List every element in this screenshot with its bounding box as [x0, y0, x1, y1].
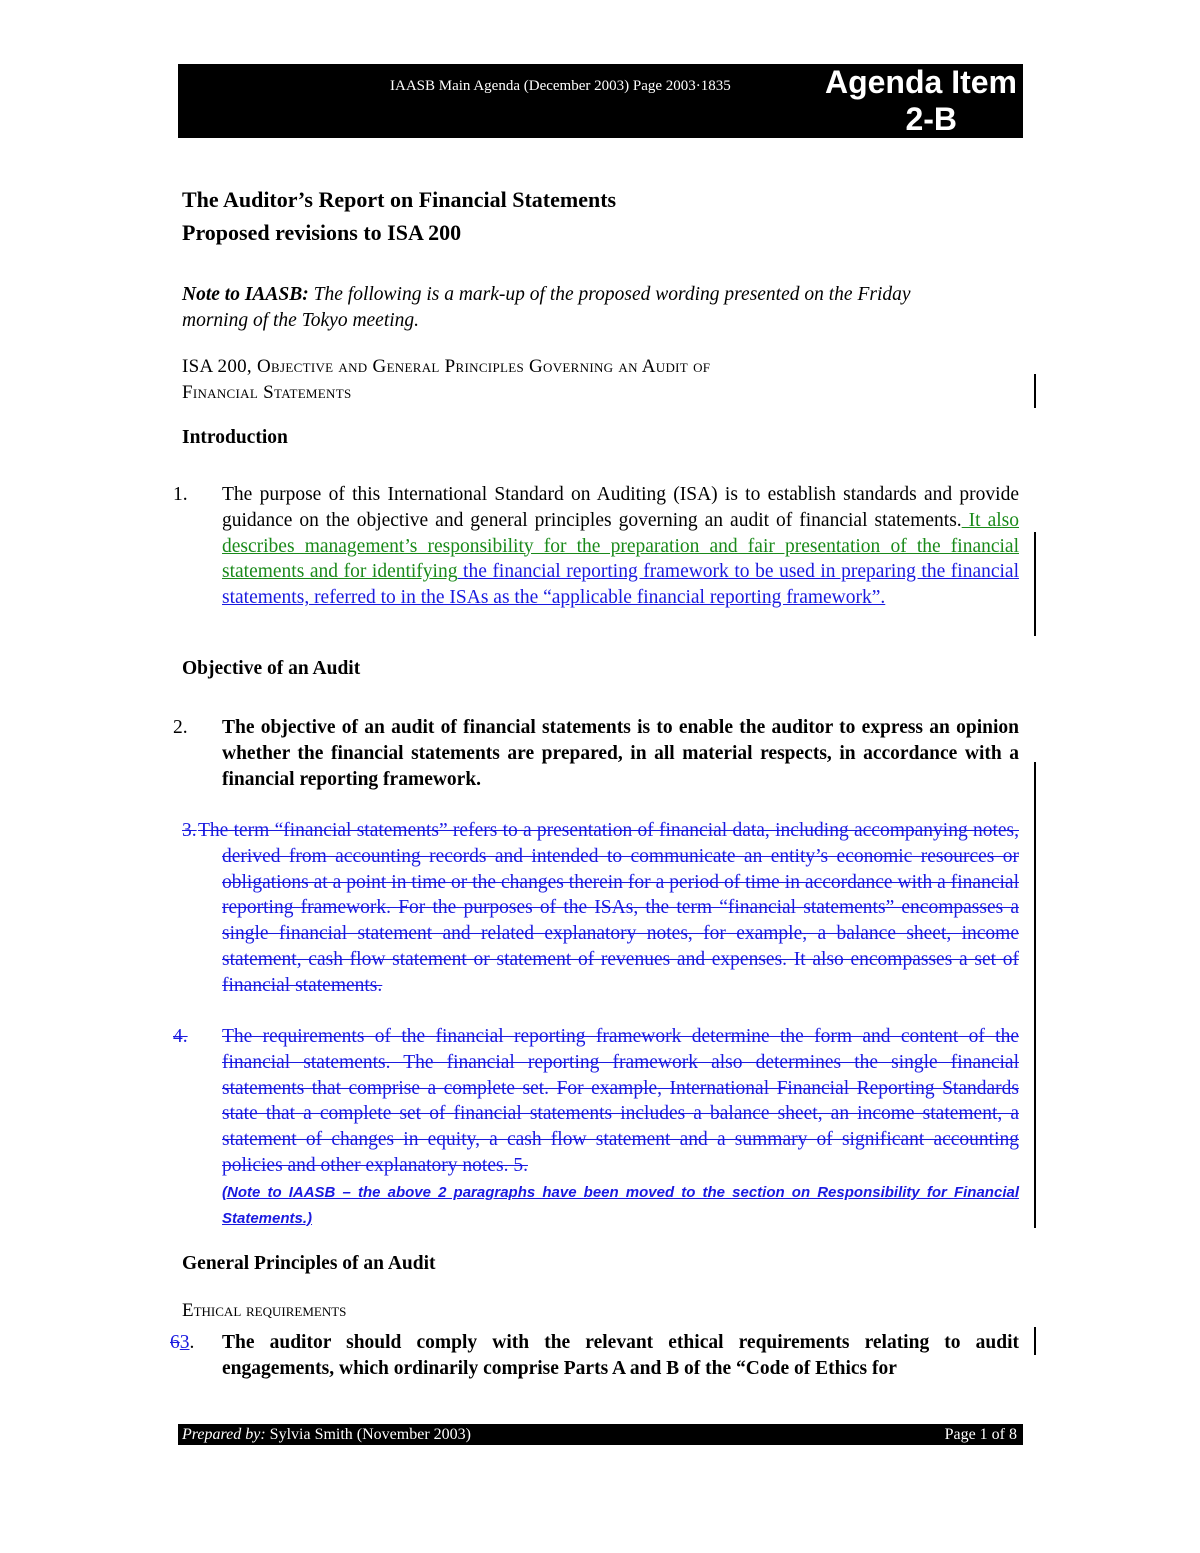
para-2-number: 2.: [173, 717, 188, 738]
change-bar: [1034, 532, 1036, 636]
objective-heading: Objective of an Audit: [182, 658, 361, 679]
page-footer: [178, 1424, 1023, 1445]
para-4-deleted: [222, 1024, 1019, 1179]
note-text-2: morning of the Tokyo meeting.: [182, 310, 420, 331]
note-lead: Note to IAASB:: [182, 284, 309, 305]
para-1-text: The purpose of this International Standard on Auditing (ISA) is to establish standards and provide guidance on the objective and general principles governing an audit of financial statements.: [222, 484, 1019, 531]
ethics-para-number: [170, 1330, 194, 1356]
agenda-header: [178, 64, 1023, 138]
isa-heading-line-2: Financial Statements: [182, 382, 352, 403]
note-line-1: [182, 282, 911, 308]
ethics-inserted-number: 3: [179, 1332, 190, 1353]
para-4-number: 4.: [173, 1026, 188, 1047]
footer-prepared-label: Prepared by:: [182, 1426, 266, 1443]
agenda-item-number: 2-B: [905, 101, 957, 137]
general-principles-heading: General Principles of an Audit: [182, 1253, 436, 1274]
footer-page-number: Page 1 of 8: [944, 1426, 1017, 1443]
para-3-deleted: [198, 818, 1019, 999]
para-2: The objective of an audit of financial statements is to enable the auditor to express an opinion whether the financial statements are prepared, in all material respects, in accordance with a financial reporting framework.: [222, 717, 1019, 790]
change-bar: [1034, 1327, 1036, 1355]
para-1-inserted-green: It also describes management’s responsibility for the preparation and fair presentation of the financial statements and for identifying: [222, 509, 1019, 583]
para-1-inserted-blue: the financial reporting framework to be used in preparing the financial statements, referred to in the ISAs as the “applicable financial reporting framework”.: [222, 561, 1019, 609]
moved-paragraphs-note: [222, 1180, 1019, 1232]
ethics-para: The auditor should comply with the relevant ethical requirements relating to audit engagements, which ordinarily comprise Parts A and B of the “Code of Ethics for: [222, 1332, 1019, 1379]
change-bar: [1034, 374, 1036, 408]
document-subtitle: Proposed revisions to ISA 200: [182, 220, 462, 245]
introduction-heading: Introduction: [182, 427, 288, 448]
para-3-text: The term “financial statements” refers to a presentation of financial data, including accompanying notes, derived from accounting records and intended to communicate an entity’s economic resources or obligations at a point in time or the changes therein for a period of time in accordance with a financial reporting framework. For the purposes of the ISAs, the term “financial statements” encompasses a single financial statement and related explanatory notes, for example, a balance sheet, income statement, cash flow statement or statement of revenues and expenses. It also encompasses a set of financial statements.: [198, 820, 1019, 996]
document-title: The Auditor’s Report on Financial Statements: [182, 187, 617, 212]
ethics-deleted-number: 6: [170, 1332, 180, 1353]
footer-prepared-by: [182, 1424, 471, 1445]
note-text-1: The following is a mark-up of the proposed wording presented on the Friday: [313, 284, 911, 305]
agenda-item-label: Agenda Item: [824, 64, 1017, 100]
isa-heading-line-1: ISA 200, Objective and General Principles Governing an Audit of: [182, 356, 711, 377]
change-bar: [1034, 762, 1036, 1228]
ethical-requirements-heading: Ethical requirements: [182, 1300, 347, 1321]
ethics-number-dot: .: [189, 1332, 195, 1353]
para-1: [222, 482, 1019, 611]
para-3-number: 3.: [182, 820, 197, 841]
moved-note-text: (Note to IAASB – the above 2 paragraphs have been moved to the section on Responsibility for Financial Statements.): [222, 1184, 1019, 1227]
para-4-text: The requirements of the financial reporting framework determine the form and content of the financial statements. The financial reporting framework also determines the single financial statements that comprise a complete set. For example, International Financial Reporting Standards state that a complete set of financial statements includes a balance sheet, an income statement, a statement of changes in equity, a cash flow statement and a summary of significant accounting policies and other explanatory notes. 5.: [222, 1026, 1019, 1176]
para-1-number: 1.: [173, 484, 188, 505]
footer-author: Sylvia Smith (November 2003): [265, 1426, 471, 1443]
header-meta: IAASB Main Agenda (December 2003) Page 2003·1835: [390, 78, 731, 94]
